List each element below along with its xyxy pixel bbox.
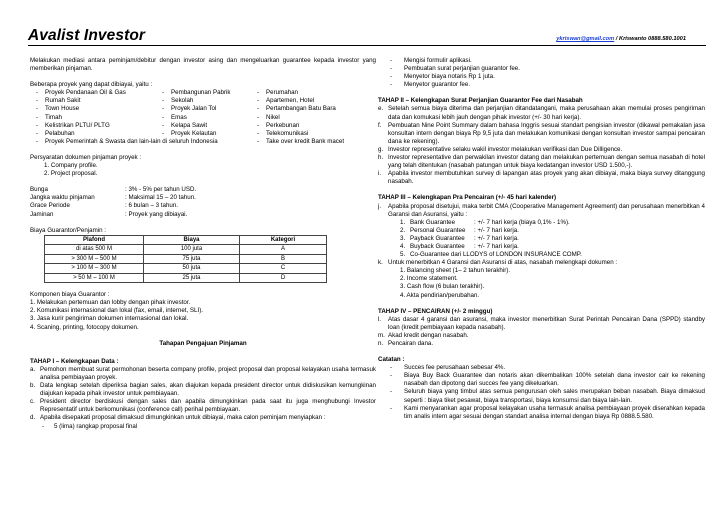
list-item: h. Investor representative dan perwakilan investor datang dan melakukan pertemuan dengan semua nasabah di hotel yang telah ditentukan (nasabah patungan untuk biaya kedatangan investor USD 1.500,-). bbox=[378, 154, 705, 170]
table-row bbox=[45, 245, 327, 255]
project-item: Proyek Pemerintah & Swasta dan lain-lain di seluruh Indonesia bbox=[45, 137, 218, 145]
column-header: Kategori bbox=[240, 235, 327, 245]
requirement-bullets bbox=[378, 57, 705, 89]
column-header: Biaya bbox=[144, 235, 240, 245]
project-item: Proyek Pendanaan Oil & Gas bbox=[45, 89, 126, 97]
contact-info bbox=[556, 35, 686, 43]
project-item: Sekolah bbox=[171, 97, 194, 105]
table-cell: B bbox=[240, 254, 327, 264]
term-label: Bunga bbox=[30, 186, 48, 194]
list-item: n. Pencairan dana. bbox=[378, 340, 434, 347]
garansi-list bbox=[378, 219, 705, 259]
list-item: - Mengisi formulir aplikasi. bbox=[390, 57, 472, 64]
project-row: - Rumah Sakit - Sekolah - Apartemen, Hotel bbox=[36, 97, 315, 105]
list-item: 5. Co-Guarantee dari LLODYS of LONDON INSURANCE COMP. bbox=[400, 251, 582, 259]
project-row: - Town House - Proyek Jalan Tol - Pertambangan Batu Bara bbox=[36, 105, 336, 113]
dokumen-list bbox=[378, 267, 705, 299]
list-item: 1. Balancing sheet (1– 2 tahun terakhir). bbox=[400, 267, 511, 275]
list-item: 4. Akta pendirian/perubahan. bbox=[400, 291, 480, 299]
loan-terms bbox=[30, 186, 376, 218]
list-item: - Biaya Buy Back Guarantee dan notaris akan dikembalikan 100% setelah dana investor cair ke rekening nasabah dan dipotong dari succes fee yang dikeluarkan. bbox=[390, 372, 705, 388]
catatan-title: Catatan : bbox=[378, 356, 405, 364]
list-item: 3. Cash flow (6 bulan terakhir). bbox=[400, 283, 485, 291]
list-item: 3. Jasa kurir pengiriman dokumen internasional dan lokal. bbox=[30, 315, 189, 323]
list-item: g. Investor representative selaku wakil investor melakukan verifikasi dan Due Dilligence. bbox=[378, 145, 623, 153]
table-cell: 50 juta bbox=[144, 264, 240, 274]
project-item: Rumah Sakit bbox=[45, 97, 81, 105]
list-item: 2. Personal Guarantee : +/- 7 hari kerja. bbox=[400, 226, 519, 234]
list-item: i. Apabila investor membutuhkan survey di lapangan atas proyek yang akan dibiayai, maka biaya survey ditanggung nasabah. bbox=[378, 170, 705, 186]
email-link[interactable]: ykriswan@gmail.com bbox=[556, 35, 615, 42]
table-cell: > 300 M – 500 M bbox=[45, 254, 144, 264]
tahapan-title: Tahapan Pengajuan Pinjaman bbox=[159, 339, 247, 347]
biaya-table bbox=[44, 235, 327, 284]
list-item: j. Apabila proposal disetujui, maka terbit CMA (Cooperative Management Agreement) dan perusahaan menerbitkan 4 Garansi dan Asuransi, yaitu : bbox=[378, 202, 705, 218]
list-item: l. Atas dasar 4 garansi dan asuransi, maka investor menerbitkan Surat Perintah Pencairan Dana (SPPD) standby loan (kredit pembiayaan kepada nasabah). bbox=[378, 315, 705, 331]
project-item: Perkebunan bbox=[266, 121, 300, 129]
list-item: b. Data lengkap setelah diperiksa bagian sales, akan diajukan kepada president director untuk didiskusikan kemungkinan diajukan kepada pihak investor untuk pembiayaan. bbox=[30, 382, 376, 398]
table-cell: di atas 500 M bbox=[45, 245, 144, 255]
project-row: - Proyek Pendanaan Oil & Gas - Pembangunan Pabrik - Perumahan bbox=[36, 89, 298, 97]
list-item: 4. Buyback Guarantee : +/- 7 hari kerja. bbox=[400, 242, 519, 250]
table-cell: A bbox=[240, 245, 327, 255]
tahap4-list bbox=[378, 316, 705, 348]
table-cell: 100 juta bbox=[144, 245, 240, 255]
list-item: k. Untuk menerbitkan 4 Garansi dan Asuransi di atas, nasabah melengkapi dokumen : bbox=[378, 259, 618, 267]
table-cell: > 50 M – 100 M bbox=[45, 273, 144, 283]
project-row: - Kelistrikan PLTU/ PLTG - Kelapa Sawit - Perkebunan bbox=[36, 121, 300, 129]
term-value: : 3% - 5% per tahun USD. bbox=[125, 186, 197, 194]
project-item: Pelabuhan bbox=[45, 129, 75, 137]
page-header bbox=[28, 27, 706, 46]
term-value: : Maksimal 15 – 20 tahun. bbox=[125, 194, 196, 202]
list-item: - Menyetor biaya notaris Rp 1 juta. bbox=[390, 73, 495, 81]
komponen-list bbox=[30, 299, 376, 331]
list-item: d. Apabila disepakati proposal dimaksud dimungkinkan untuk dibiayai, maka calon peminjam menyiapkan : bbox=[30, 414, 326, 422]
left-column bbox=[30, 57, 376, 431]
project-item: Apartemen, Hotel bbox=[266, 97, 315, 105]
requirement-item: 2. Project proposal. bbox=[44, 170, 98, 178]
table-cell: 25 juta bbox=[144, 273, 240, 283]
project-row: - Pelabuhan - Proyek Kelautan - Telekomunikasi bbox=[36, 129, 309, 137]
tahap2-list bbox=[378, 105, 705, 186]
requirements-heading: Persyaratan dokumen pinjaman proyek : bbox=[30, 153, 142, 161]
contact-name-phone: / Kriswanto 0888.580.1001 bbox=[614, 35, 686, 42]
list-item: 4. Scaning, printing, fotocopy dokumen. bbox=[30, 323, 139, 331]
term-label: Grace Periode bbox=[30, 202, 70, 210]
table-row bbox=[45, 254, 327, 264]
right-column bbox=[378, 57, 705, 421]
list-item: 2. Komunikasi internasional dan lokal (fax, email, internet, SLI). bbox=[30, 307, 203, 315]
project-item: Timah bbox=[45, 113, 62, 121]
list-item: f. Pembuatan Nine Point Summary dalam bahasa Inggris sesuai standart pengisian investor (dikawal pemakalan jasa konsultan intern dengan biaya Rp 9,5 juta dan melakukan komunikasi dengan konsultan investor sampai pencairan dana ke rekening). bbox=[378, 121, 705, 145]
table-cell: 75 juta bbox=[144, 254, 240, 264]
table-cell: D bbox=[240, 273, 327, 283]
intro-paragraph: Melakukan mediasi antara peminjam/debitur dengan investor asing dan mengeluarkan guarantee kepada investor yang memberikan pinjaman. bbox=[30, 57, 376, 73]
project-item: Take over kredit Bank macet bbox=[266, 137, 345, 145]
table-row bbox=[45, 264, 327, 274]
tahap2-title: TAHAP II – Kelengkapan Surat Perjanjian Guarantor Fee dari Nasabah bbox=[378, 97, 583, 105]
project-row: - Proyek Pemerintah & Swasta dan lain-lain di seluruh Indonesia - Take over kredit Bank macet bbox=[36, 137, 345, 145]
requirements-list bbox=[30, 162, 376, 178]
komponen-heading: Komponen biaya Guarantor : bbox=[30, 291, 110, 299]
project-item: Proyek Jalan Tol bbox=[171, 105, 217, 113]
list-item: m. Akad kredit dengan nasabah. bbox=[378, 331, 469, 339]
project-item: Pembangunan Pabrik bbox=[171, 89, 231, 97]
tahap3-title: TAHAP III – Kelengkapan Pra Pencairan (+/- 45 hari kalender) bbox=[378, 194, 557, 202]
projects-table bbox=[30, 89, 344, 146]
table-row bbox=[45, 273, 327, 283]
biaya-heading: Biaya Guarantor/Penjamin : bbox=[30, 226, 107, 234]
list-item: c. President director berdiskusi dengan sales dan apabila dimungkinkan pada saat itu juga menghubungi Investor Representatif untuk berkomunikasi (conference call) perihal pembiayaan. bbox=[30, 398, 376, 414]
term-label: Jaminan bbox=[30, 210, 54, 218]
tahap1-title: TAHAP I – Kelengkapan Data : bbox=[30, 357, 119, 365]
project-item: Telekomunikasi bbox=[266, 129, 309, 137]
list-item: - Succes fee perusahaan sebesar 4%. bbox=[390, 364, 506, 372]
table-cell: > 100 M – 300 M bbox=[45, 264, 144, 274]
table-cell: C bbox=[240, 264, 327, 274]
column-header: Plafond bbox=[45, 235, 144, 245]
list-item: - Kami menyarankan agar proposal kelayakan usaha termasuk analisa pembiayaan proyek diserahkan kepada tim analis intern agar sesuai dengan standart analisa internal dengan biaya Rp 0888.5.580. bbox=[390, 404, 705, 420]
project-row: - Timah - Emas - Nikel bbox=[36, 113, 280, 121]
project-item: Kelistrikan PLTU/ PLTG bbox=[45, 121, 110, 129]
list-item: - Seluruh biaya yang timbul atas semua pengurusan oleh sales merupakan beban nasabah. Biaya dimaksud seperti : biaya tiket pesawat, biaya transportasi, biaya konsumsi dan biaya lain-lain. bbox=[390, 388, 705, 404]
term-label: Jangka waktu pinjaman bbox=[30, 194, 95, 202]
project-item: Town House bbox=[45, 105, 80, 113]
list-item: - Pembuatan surat perjanjian guarantor fee. bbox=[390, 65, 520, 73]
requirement-item: 1. Company profile. bbox=[44, 162, 98, 170]
list-item: 2. Income statement. bbox=[400, 275, 458, 283]
project-item: Proyek Kelautan bbox=[171, 129, 217, 137]
tahap1-list bbox=[30, 366, 376, 431]
list-item: 1. Bank Guarantee : +/- 7 hari kerja (biaya 0,1% - 1%). bbox=[400, 218, 570, 226]
project-item: Emas bbox=[171, 113, 187, 121]
list-item: - Menyetor guarantor fee. bbox=[390, 81, 471, 89]
project-item: Perumahan bbox=[266, 89, 298, 97]
list-item: a. Pemohon membuat surat permohonan beserta company profile, project proposal dan proposal kelayakan usaha termasuk analisa pembiayaan proyek. bbox=[30, 365, 376, 381]
project-item: Kelapa Sawit bbox=[171, 121, 208, 129]
projects-heading: Beberapa proyek yang dapat dibiayai, yaitu : bbox=[30, 81, 153, 89]
list-item: 3. Payback Guarantee : +/- 7 hari kerja. bbox=[400, 234, 519, 242]
list-item: - 5 (lima) rangkap proposal final bbox=[42, 422, 138, 430]
list-item: 1. Melakukan pertemuan dan lobby dengan pihak investor. bbox=[30, 299, 191, 307]
tahap4-title: TAHAP IV – PENCAIRAN (+/- 2 minggu) bbox=[378, 307, 493, 315]
term-value: : Proyek yang dibiayai. bbox=[125, 210, 188, 218]
document-title: Avalist Investor bbox=[28, 27, 146, 44]
project-item: Pertambangan Batu Bara bbox=[266, 105, 336, 113]
term-value: : 6 bulan – 3 tahun. bbox=[125, 202, 178, 210]
project-item: Nikel bbox=[266, 113, 280, 121]
list-item: e. Setelah semua biaya diterima dan perjanjian ditandatangani, maka perusahaan akan memulai proses pengiriman data dan komukasi lebih jauh dengan pihak investor (+/- 30 hari kerja). bbox=[378, 105, 705, 121]
catatan-list bbox=[378, 364, 705, 421]
